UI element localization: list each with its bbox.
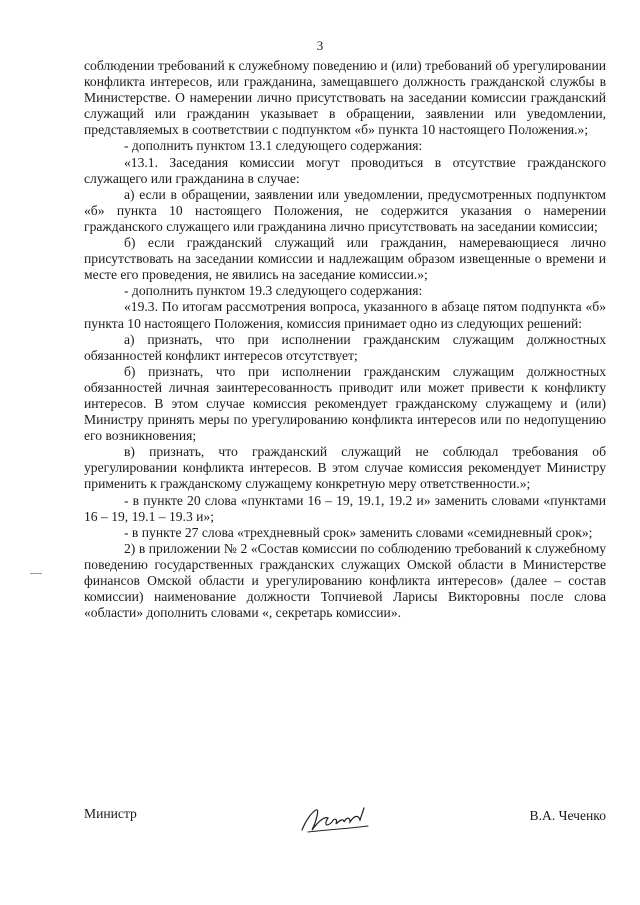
paragraph: в) признать, что гражданский служащий не соблюдал требования об урегулировании конфликта интересов. В этом случае комиссия рекомендует Министру применить к гражданскому служащему конкретную меру ответственности.»; — [84, 444, 606, 492]
paragraph: б) если гражданский служащий или гражданин, намеревающиеся лично присутствовать на заседании комиссии и надлежащим образом извещенные о времени и месте его проведения, не явились на заседание комиссии.»; — [84, 235, 606, 283]
paragraph: - в пункте 20 слова «пунктами 16 – 19, 19.1, 19.2 и» заменить словами «пунктами 16 – 19, 19.1 – 19.3 и»; — [84, 492, 606, 524]
paragraph: - в пункте 27 слова «трехдневный срок» заменить словами «семидневный срок»; — [124, 524, 593, 540]
signature-block — [84, 806, 606, 846]
paragraph: - дополнить пунктом 19.3 следующего содержания: — [124, 283, 423, 299]
signatory-position: Министр — [84, 806, 137, 821]
paragraph: а) признать, что при исполнении гражданским служащим должностных обязанностей конфликт интересов отсутствует; — [84, 331, 606, 363]
paragraph: 2) в приложении № 2 «Состав комиссии по соблюдению требований к служебному поведению государственных гражданских служащих Омской области в Министерстве финансов Омской области и урегулированию конфликта интересов» (далее – состав комиссии) наименование должности Топчиевой Ларисы Викторовны после слова «области» дополнить словами «, секретарь комиссии». — [84, 540, 606, 621]
signatory-name: В.А. Чеченко — [529, 808, 606, 823]
paragraph: «19.3. По итогам рассмотрения вопроса, указанного в абзаце пятом подпункта «б» пункта 10 настоящего Положения, комиссия принимает одно из следующих решений: — [84, 299, 606, 331]
paragraph: б) признать, что при исполнении гражданским служащим должностных обязанностей личная заинтересованность приводит или может привести к конфликту интересов. В этом случае комиссия рекомендует гражданскому служащему и (или) Министру принять меры по урегулированию конфликта интересов или по недопущению его возникновения; — [84, 363, 606, 444]
margin-mark — [30, 573, 42, 574]
paragraph: «13.1. Заседания комиссии могут проводиться в отсутствие гражданского служащего или гражданина в случае: — [84, 154, 606, 186]
handwritten-signature-icon — [294, 800, 374, 840]
paragraph: - дополнить пунктом 13.1 следующего содержания: — [124, 138, 423, 154]
paragraph: а) если в обращении, заявлении или уведомлении, предусмотренных подпунктом «б» пункта 10 настоящего Положения, не содержится указания о намерении гражданского служащего или гражданина лично присутствовать на заседании комиссии; — [84, 186, 606, 234]
page-number: 3 — [316, 38, 324, 53]
document-body — [84, 58, 606, 621]
paragraph: соблюдении требований к служебному поведению и (или) требований об урегулировании конфликта интересов, или гражданина, замещавшего должность гражданской службы в Министерстве. О намерении лично присутствовать на заседании комиссии гражданский служащий или гражданин указывает в обращении, заявлении или уведомлении, представляемых в соответствии с подпунктом «б» пункта 10 настоящего Положения.»; — [84, 58, 606, 138]
